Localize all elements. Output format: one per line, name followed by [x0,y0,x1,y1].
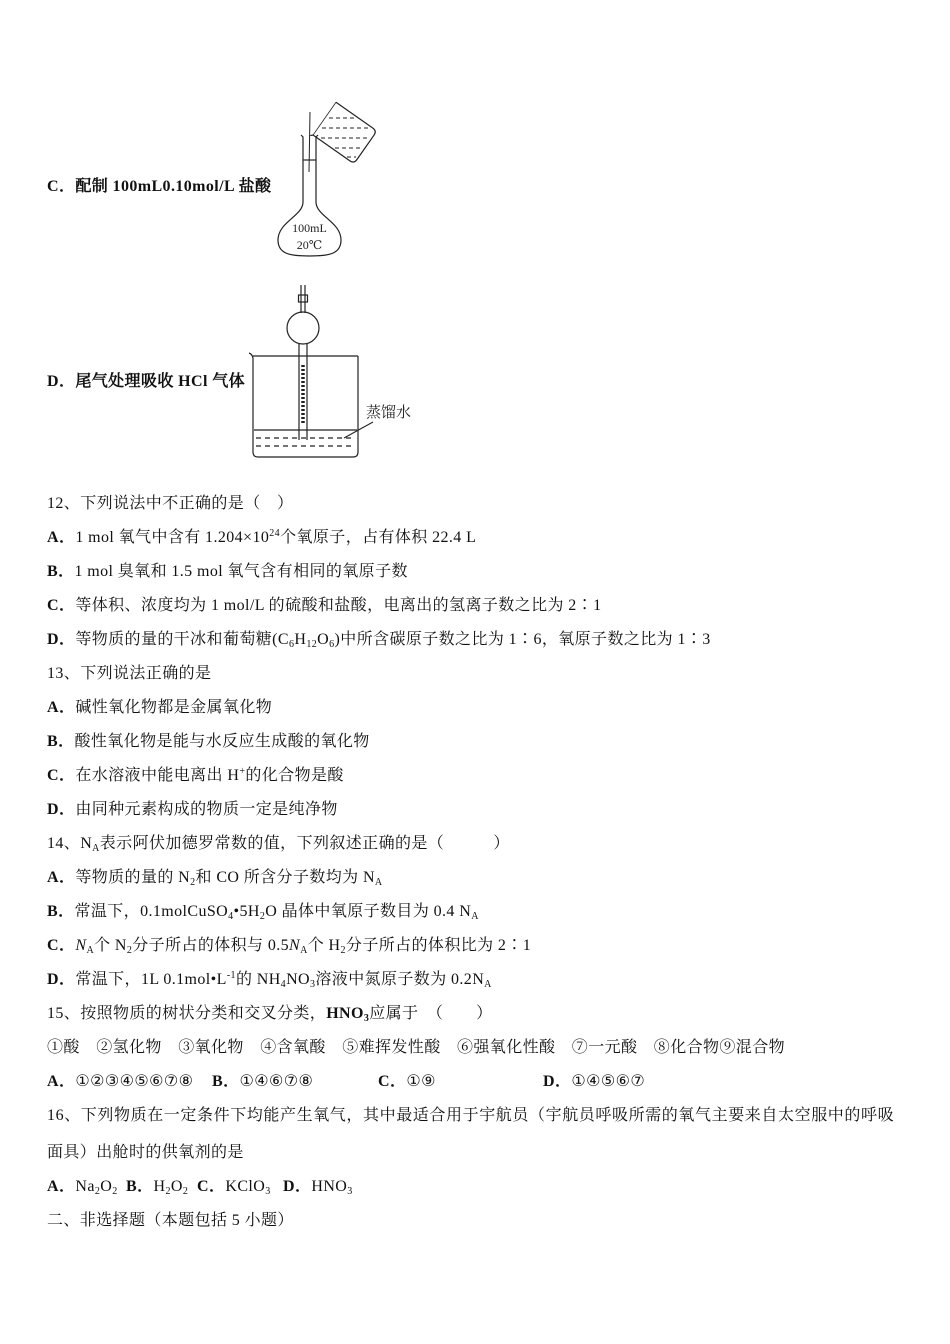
text-run: 2 [190,877,196,888]
text-run: A [374,877,383,888]
option-text [406,1073,436,1090]
option-text [75,801,337,818]
flask-temperature-label: 20℃ [296,238,323,252]
q13-option-b [47,725,927,759]
option-text [75,971,491,988]
text-run: 4 [280,979,287,990]
text-run: 2 [340,945,346,956]
beaker-outline [310,101,377,165]
option-text [75,1073,193,1090]
option-text [75,597,601,614]
option-label: C． [378,1073,407,1090]
option-text [153,1178,188,1195]
text-run: 14、N [47,835,93,852]
text-run: NO [286,971,310,988]
option-label: D． [47,971,76,988]
text-run: N [289,937,301,954]
text-run: 2 [112,1186,118,1197]
option-text [75,529,476,546]
q16-stem-line-1: 16、下列物质在一定条件下均能产生氧气，其中最适合用于宇航员（宇航员呼吸所需的氧气主要来自太空服中的呼吸 [47,1107,895,1124]
q15-options [47,1065,927,1099]
text-run: KClO [225,1178,266,1195]
option-label: C． [47,937,76,954]
option-text: 配制 100mL0.10mol/L 盐酸 [75,178,272,195]
q16-option-d [283,1170,353,1204]
text-run: A [300,945,308,956]
text-run: ①④⑥⑦⑧ [239,1073,314,1090]
text-run: 2 [126,945,133,956]
text-run: 的化合物是酸 [245,767,344,784]
option-text [75,631,710,648]
q16-option-a [47,1170,126,1204]
q15-option-c [378,1065,543,1099]
option-label: D． [283,1178,312,1195]
tilted-beaker [310,101,377,165]
section-two-heading: 二、非选择题（本题包括 5 小题） [47,1212,294,1229]
q14-option-c [47,929,927,963]
text-run: 3 [310,979,316,990]
q14-option-b [47,895,927,929]
figure-option-c [47,176,271,198]
text-run: 3 [363,1013,370,1024]
text-run: HNO [326,1005,364,1022]
option-label: B． [212,1073,240,1090]
q14-option-a [47,861,927,895]
option-text [74,903,478,920]
option-text [225,1178,270,1195]
text-run: 2 [259,911,266,922]
text-run: 等物质的量的 N [75,869,191,886]
text-run: 的 NH [235,971,281,988]
option-label: B． [47,563,75,580]
option-text [75,937,531,954]
option-label: C． [47,767,76,784]
option-text [239,1073,313,1090]
text-run: 1 mol 氧气中含有 1.204×10 [75,529,270,546]
option-label: D． [47,373,76,390]
text-run: A [92,843,100,854]
text-run: O [317,631,330,648]
q16-option-b [126,1170,197,1204]
text-run: 分子所占的体积与 0.5 [132,937,290,954]
option-label: C． [47,597,76,614]
funnel-bulb [287,312,319,344]
text-run: 13、下列说法正确的是 [47,665,212,682]
option-text [75,767,343,784]
text-run: 常温下，0.1molCuSO [74,903,229,920]
text-run: H [294,631,307,648]
option-label: A． [47,699,76,716]
text-run: 由同种元素构成的物质一定是纯净物 [75,801,338,818]
text-run: -1 [226,970,236,981]
option-label: A． [47,869,76,886]
option-label: B． [47,903,75,920]
flask-neck-right [316,135,318,202]
text-run: 碱性氧化物都是金属氧化物 [75,699,273,716]
option-label: A． [47,1178,76,1195]
q15-option-d [543,1065,645,1099]
option-label: A． [47,529,76,546]
text-run: 个 H [307,937,341,954]
text-run: 等体积、浓度均为 1 mol/L 的硫酸和盐酸，电离出的氢离子数之比为 2∶1 [75,597,602,614]
text-run: ①②③④⑤⑥⑦⑧ [75,1073,194,1090]
q12-option-c [47,589,927,623]
option-label: C． [197,1178,226,1195]
q16-stem-line-2: 面具）出舱时的供氧剂的是 [47,1144,244,1161]
q16-options [47,1170,927,1204]
q13-option-d [47,793,927,827]
text-run: O 晶体中氧原子数目为 0.4 N [265,903,472,920]
text-run: A [484,979,492,990]
text-run: 24 [269,528,281,539]
text-run: O [100,1178,113,1195]
text-run: N [75,937,87,954]
distilled-water-label: 蒸馏水 [366,405,412,421]
tube-connector [299,295,308,302]
text-run: 12 [306,639,318,650]
flask-pouring-figure [268,94,384,262]
q16-option-c [197,1170,283,1204]
flask-neck-left [301,135,303,202]
text-run: 等物质的量的干冰和葡萄糖(C [75,631,289,648]
q12-stem [47,487,927,521]
text-run: 个 N [94,937,127,954]
option-text [311,1178,352,1195]
text-run: A [471,911,479,922]
text-run: ①⑨ [406,1073,436,1090]
q12-option-a [47,521,927,555]
q13-option-c [47,759,927,793]
text-run: 15、按照物质的树状分类和交叉分类， [47,1005,327,1022]
text-run: •5H [233,903,260,920]
q15-option-b [212,1065,378,1099]
question-list [47,487,927,1238]
q13-stem [47,657,927,691]
option-label: B． [126,1178,154,1195]
q14-option-d [47,963,927,997]
text-run: 6 [288,639,295,650]
text-run: Na [75,1178,95,1195]
option-label: D． [47,801,76,818]
text-run: 2 [165,1186,171,1197]
text-run: 6 [329,639,335,650]
text-run: 2 [182,1186,189,1197]
text-run: 应属于 （ ） [369,1005,493,1022]
text-run: 分子所占的体积比为 2∶1 [345,937,532,954]
option-label: A． [47,1073,76,1090]
option-text: 尾气处理吸收 HCl 气体 [75,373,246,390]
q12-option-b [47,555,927,589]
option-text [571,1073,645,1090]
beaker-liquid [321,118,368,157]
figure-option-d [47,371,245,393]
text-run: 4 [228,911,234,922]
option-label: D． [543,1073,572,1090]
flask-volume-label: 100mL [292,221,327,235]
q15-stem [47,997,927,1031]
option-label: C． [47,178,76,195]
text-run: HNO [311,1178,348,1195]
option-text [75,1178,117,1195]
text-run: 12、下列说法中不正确的是（ ） [47,495,294,512]
text-run: 酸性氧化物是能与水反应生成酸的氧化物 [74,733,370,750]
text-run: 溶液中氮原子数为 0.2N [315,971,485,988]
option-text [74,563,407,580]
option-text [74,733,369,750]
text-run: + [239,766,246,777]
text-run: 和 CO 所含分子数均为 N [195,869,375,886]
text-run: O [170,1178,183,1195]
absorption-drawing [249,285,373,457]
text-run: 个氧原子，占有体积 22.4 L [280,529,477,546]
text-run: 常温下，1L 0.1mol•L [75,971,227,988]
text-run: ①④⑤⑥⑦ [571,1073,646,1090]
text-run: 1 mol 臭氧和 1.5 mol 氧气含有相同的氧原子数 [74,563,408,580]
text-run: 在水溶液中能电离出 H [75,767,240,784]
text-run: 2 [94,1186,101,1197]
text-run: 3 [265,1186,271,1197]
option-label: D． [47,631,76,648]
text-run: 3 [347,1186,353,1197]
q15-option-a [47,1065,212,1099]
text-run: H [153,1178,166,1195]
beaker-mouth [313,102,336,135]
q13-option-a [47,691,927,725]
option-text [75,699,272,716]
q14-stem [47,827,927,861]
text-run: 表示阿伏加德罗常数的值，下列叙述正确的是（ ） [99,835,510,852]
hcl-absorption-figure [244,280,426,464]
glass-rod [309,112,310,172]
q12-option-d [47,623,927,657]
text-run: )中所含碳原子数之比为 1∶6，氧原子数之比为 1∶3 [334,631,711,648]
text-run: A [86,945,95,956]
option-text [75,869,382,886]
option-label: B． [47,733,75,750]
q15-item-list: ①酸 ②氢化物 ③氧化物 ④含氧酸 ⑤难挥发性酸 ⑥强氧化性酸 ⑦一元酸 ⑧化合物⑨混合物 [47,1039,786,1056]
